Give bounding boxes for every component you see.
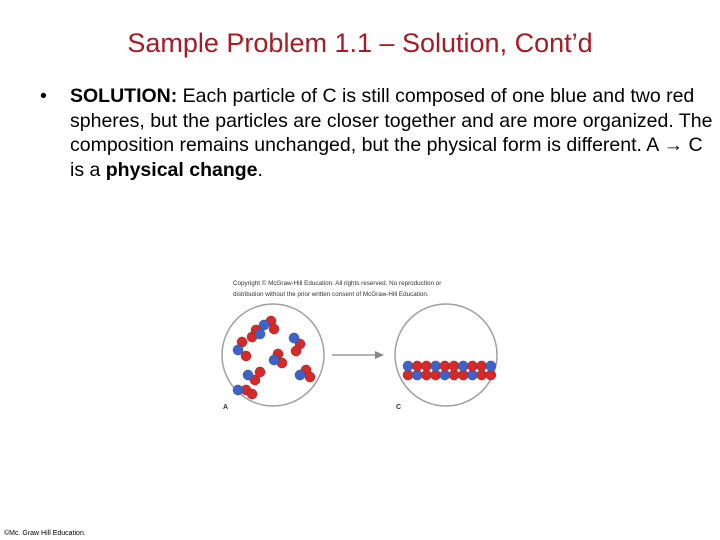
blue-sphere <box>255 329 265 339</box>
footer-credit: ©Mc. Graw Hill Education. <box>4 530 86 537</box>
bullet-marker: • <box>40 85 47 107</box>
arrow-icon: → <box>663 134 684 156</box>
blue-sphere <box>243 370 253 380</box>
solution-text-1: Each particle of C is still composed of one blue and two red spheres, but the particles are closer together and are more organized. The composition remains unchanged, but the physical form is different. A <box>70 85 713 156</box>
solution-bullet <box>40 84 720 182</box>
red-sphere <box>255 367 265 377</box>
blue-sphere <box>295 370 305 380</box>
sphere-top-row <box>467 361 477 371</box>
blue-sphere <box>269 355 279 365</box>
sphere-top-row <box>486 361 496 371</box>
sphere-top-row <box>421 361 431 371</box>
copyright-line-2: distribution without the prior written consent of McGraw-Hill Education. <box>233 291 429 298</box>
sphere-top-row <box>430 361 440 371</box>
sphere-top-row <box>440 361 450 371</box>
label-a: A <box>223 404 229 411</box>
slide-title: Sample Problem 1.1 – Solution, Cont’d <box>127 28 593 58</box>
blue-sphere <box>233 345 243 355</box>
blue-sphere <box>289 333 299 343</box>
particle-figure <box>220 272 500 412</box>
copyright-line-1: Copyright © McGraw-Hill Education. All rights reserved. No reproduction or <box>233 280 442 287</box>
sphere-top-row <box>458 361 468 371</box>
sphere-top-row <box>449 361 459 371</box>
arrow-head-icon <box>375 351 384 359</box>
container-c-circle <box>395 304 497 406</box>
physical-change-term: physical change <box>105 158 258 181</box>
solution-text-end: . <box>257 158 263 181</box>
particle-diagram <box>220 272 500 412</box>
red-sphere <box>291 346 301 356</box>
sphere-top-row <box>412 361 422 371</box>
sphere-top-row <box>476 361 486 371</box>
sphere-top-row <box>403 361 413 371</box>
red-sphere <box>269 324 279 334</box>
solution-text-2: C is a <box>70 134 703 181</box>
solution-label: SOLUTION: <box>70 85 178 107</box>
red-sphere <box>247 389 257 399</box>
label-c: C <box>396 404 402 411</box>
red-sphere <box>305 372 315 382</box>
blue-sphere <box>233 385 243 395</box>
